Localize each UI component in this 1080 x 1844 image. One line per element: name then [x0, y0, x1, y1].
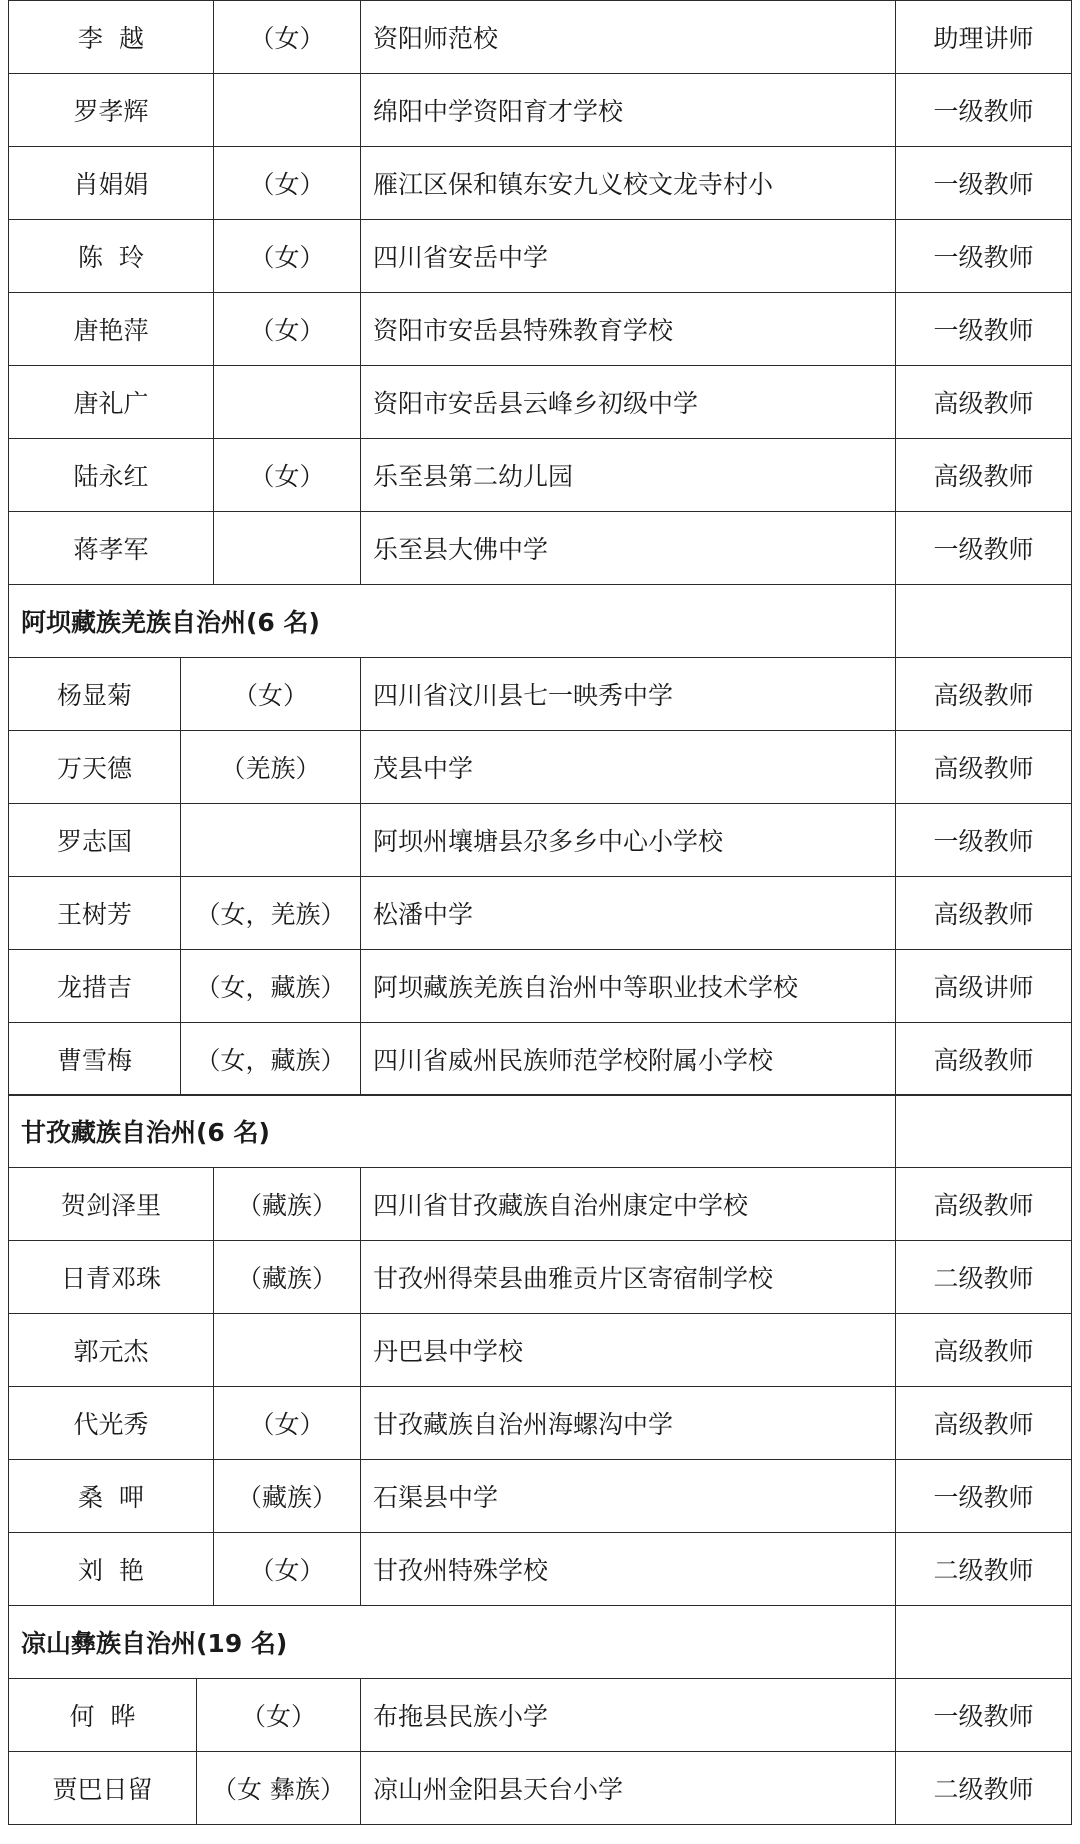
- teacher-title: 一级教师: [896, 512, 1072, 585]
- teacher-name: 贾巴日留: [9, 1751, 197, 1824]
- table-row: [9, 1168, 1072, 1241]
- table-row: [9, 147, 1072, 220]
- teacher-school: 四川省威州民族师范学校附属小学校: [361, 1022, 896, 1095]
- teacher-note: （女）: [214, 220, 361, 293]
- teacher-title: 一级教师: [896, 220, 1072, 293]
- teacher-name: 代光秀: [9, 1387, 214, 1460]
- empty-cell: [896, 1605, 1072, 1678]
- teacher-title: 二级教师: [896, 1533, 1072, 1606]
- table-row: [9, 1387, 1072, 1460]
- teacher-school: 资阳师范校: [361, 1, 896, 74]
- teacher-note: [181, 803, 361, 876]
- teacher-school: 松潘中学: [361, 876, 896, 949]
- teacher-school: 阿坝州壤塘县尕多乡中心小学校: [361, 803, 896, 876]
- teacher-table: [8, 0, 1072, 585]
- section-header: 凉山彝族自治州(19 名): [9, 1605, 896, 1678]
- teacher-note: （女）: [181, 657, 361, 730]
- teacher-note: （女）: [214, 147, 361, 220]
- teacher-name: 郭元杰: [9, 1314, 214, 1387]
- teacher-name: 何 晔: [9, 1678, 197, 1751]
- teacher-title: 一级教师: [896, 1460, 1072, 1533]
- teacher-name: 唐礼广: [9, 366, 214, 439]
- teacher-title: 高级教师: [896, 1314, 1072, 1387]
- teacher-school: 四川省甘孜藏族自治州康定中学校: [361, 1168, 896, 1241]
- teacher-note: （女）: [214, 1387, 361, 1460]
- teacher-title: 高级讲师: [896, 949, 1072, 1022]
- teacher-title: 二级教师: [896, 1241, 1072, 1314]
- table-row: [9, 1, 1072, 74]
- table-row: [9, 512, 1072, 585]
- teacher-name: 肖娟娟: [9, 147, 214, 220]
- teacher-school: 资阳市安岳县云峰乡初级中学: [361, 366, 896, 439]
- teacher-note: （女）: [214, 1, 361, 74]
- empty-cell: [896, 584, 1072, 657]
- teacher-title: 高级教师: [896, 1387, 1072, 1460]
- teacher-name: 李 越: [9, 1, 214, 74]
- teacher-school: 甘孜州特殊学校: [361, 1533, 896, 1606]
- section-header: 甘孜藏族自治州(6 名): [9, 1095, 896, 1168]
- teacher-name: 罗志国: [9, 803, 181, 876]
- teacher-name: 陆永红: [9, 439, 214, 512]
- table-row: [9, 1022, 1072, 1095]
- teacher-note: （女）: [214, 1533, 361, 1606]
- section-header-row: [9, 1095, 1072, 1168]
- teacher-name: 刘 艳: [9, 1533, 214, 1606]
- teacher-table: [8, 1094, 1072, 1606]
- teacher-note: （女，羌族）: [181, 876, 361, 949]
- teacher-name: 罗孝辉: [9, 74, 214, 147]
- teacher-title: 助理讲师: [896, 1, 1072, 74]
- teacher-note: （女）: [197, 1678, 361, 1751]
- table-row: [9, 1241, 1072, 1314]
- section-header-row: [9, 1605, 1072, 1678]
- teacher-school: 绵阳中学资阳育才学校: [361, 74, 896, 147]
- table-row: [9, 657, 1072, 730]
- table-row: [9, 803, 1072, 876]
- teacher-school: 四川省汶川县七一映秀中学: [361, 657, 896, 730]
- teacher-title: 高级教师: [896, 366, 1072, 439]
- teacher-note: [214, 74, 361, 147]
- teacher-school: 阿坝藏族羌族自治州中等职业技术学校: [361, 949, 896, 1022]
- teacher-title: 二级教师: [896, 1751, 1072, 1824]
- teacher-table: [8, 584, 1072, 1096]
- table-row: [9, 949, 1072, 1022]
- teacher-name: 万天德: [9, 730, 181, 803]
- teacher-title: 一级教师: [896, 147, 1072, 220]
- teacher-school: 雁江区保和镇东安九义校文龙寺村小: [361, 147, 896, 220]
- teacher-school: 甘孜藏族自治州海螺沟中学: [361, 1387, 896, 1460]
- teacher-title: 一级教师: [896, 803, 1072, 876]
- teacher-school: 四川省安岳中学: [361, 220, 896, 293]
- teacher-title: 一级教师: [896, 74, 1072, 147]
- teacher-name: 唐艳萍: [9, 293, 214, 366]
- teacher-note: （女，藏族）: [181, 1022, 361, 1095]
- teacher-note: （女 彝族）: [197, 1751, 361, 1824]
- teacher-name: 贺剑泽里: [9, 1168, 214, 1241]
- teacher-title: 高级教师: [896, 1168, 1072, 1241]
- teacher-name: 桑 呷: [9, 1460, 214, 1533]
- teacher-name: 曹雪梅: [9, 1022, 181, 1095]
- teacher-school: 乐至县第二幼儿园: [361, 439, 896, 512]
- teacher-name: 王树芳: [9, 876, 181, 949]
- empty-cell: [896, 1095, 1072, 1168]
- teacher-title: 高级教师: [896, 876, 1072, 949]
- teacher-school: 资阳市安岳县特殊教育学校: [361, 293, 896, 366]
- table-row: [9, 1533, 1072, 1606]
- teacher-title: 一级教师: [896, 1678, 1072, 1751]
- teacher-note: [214, 1314, 361, 1387]
- table-row: [9, 1678, 1072, 1751]
- table-row: [9, 1751, 1072, 1824]
- teacher-school: 丹巴县中学校: [361, 1314, 896, 1387]
- teacher-name: 日青邓珠: [9, 1241, 214, 1314]
- teacher-title: 高级教师: [896, 657, 1072, 730]
- table-row: [9, 1460, 1072, 1533]
- table-row: [9, 730, 1072, 803]
- teacher-school: 甘孜州得荣县曲雅贡片区寄宿制学校: [361, 1241, 896, 1314]
- teacher-note: （羌族）: [181, 730, 361, 803]
- teacher-title: 高级教师: [896, 1022, 1072, 1095]
- teacher-table: [8, 1605, 1072, 1825]
- teacher-title: 高级教师: [896, 439, 1072, 512]
- teacher-note: [214, 512, 361, 585]
- teacher-school: 凉山州金阳县天台小学: [361, 1751, 896, 1824]
- teacher-school: 布拖县民族小学: [361, 1678, 896, 1751]
- teacher-name: 龙措吉: [9, 949, 181, 1022]
- table-row: [9, 74, 1072, 147]
- table-row: [9, 876, 1072, 949]
- teacher-note: （藏族）: [214, 1460, 361, 1533]
- teacher-list-document: [8, 0, 1076, 1825]
- teacher-school: 乐至县大佛中学: [361, 512, 896, 585]
- teacher-name: 蒋孝军: [9, 512, 214, 585]
- teacher-title: 高级教师: [896, 730, 1072, 803]
- section-header: 阿坝藏族羌族自治州(6 名): [9, 584, 896, 657]
- teacher-name: 杨显菊: [9, 657, 181, 730]
- teacher-note: （藏族）: [214, 1168, 361, 1241]
- teacher-note: （藏族）: [214, 1241, 361, 1314]
- teacher-note: （女，藏族）: [181, 949, 361, 1022]
- table-row: [9, 366, 1072, 439]
- table-row: [9, 1314, 1072, 1387]
- table-row: [9, 293, 1072, 366]
- teacher-name: 陈 玲: [9, 220, 214, 293]
- teacher-school: 茂县中学: [361, 730, 896, 803]
- teacher-title: 一级教师: [896, 293, 1072, 366]
- table-row: [9, 439, 1072, 512]
- teacher-note: （女）: [214, 439, 361, 512]
- teacher-note: （女）: [214, 293, 361, 366]
- teacher-note: [214, 366, 361, 439]
- table-row: [9, 220, 1072, 293]
- section-header-row: [9, 584, 1072, 657]
- teacher-school: 石渠县中学: [361, 1460, 896, 1533]
